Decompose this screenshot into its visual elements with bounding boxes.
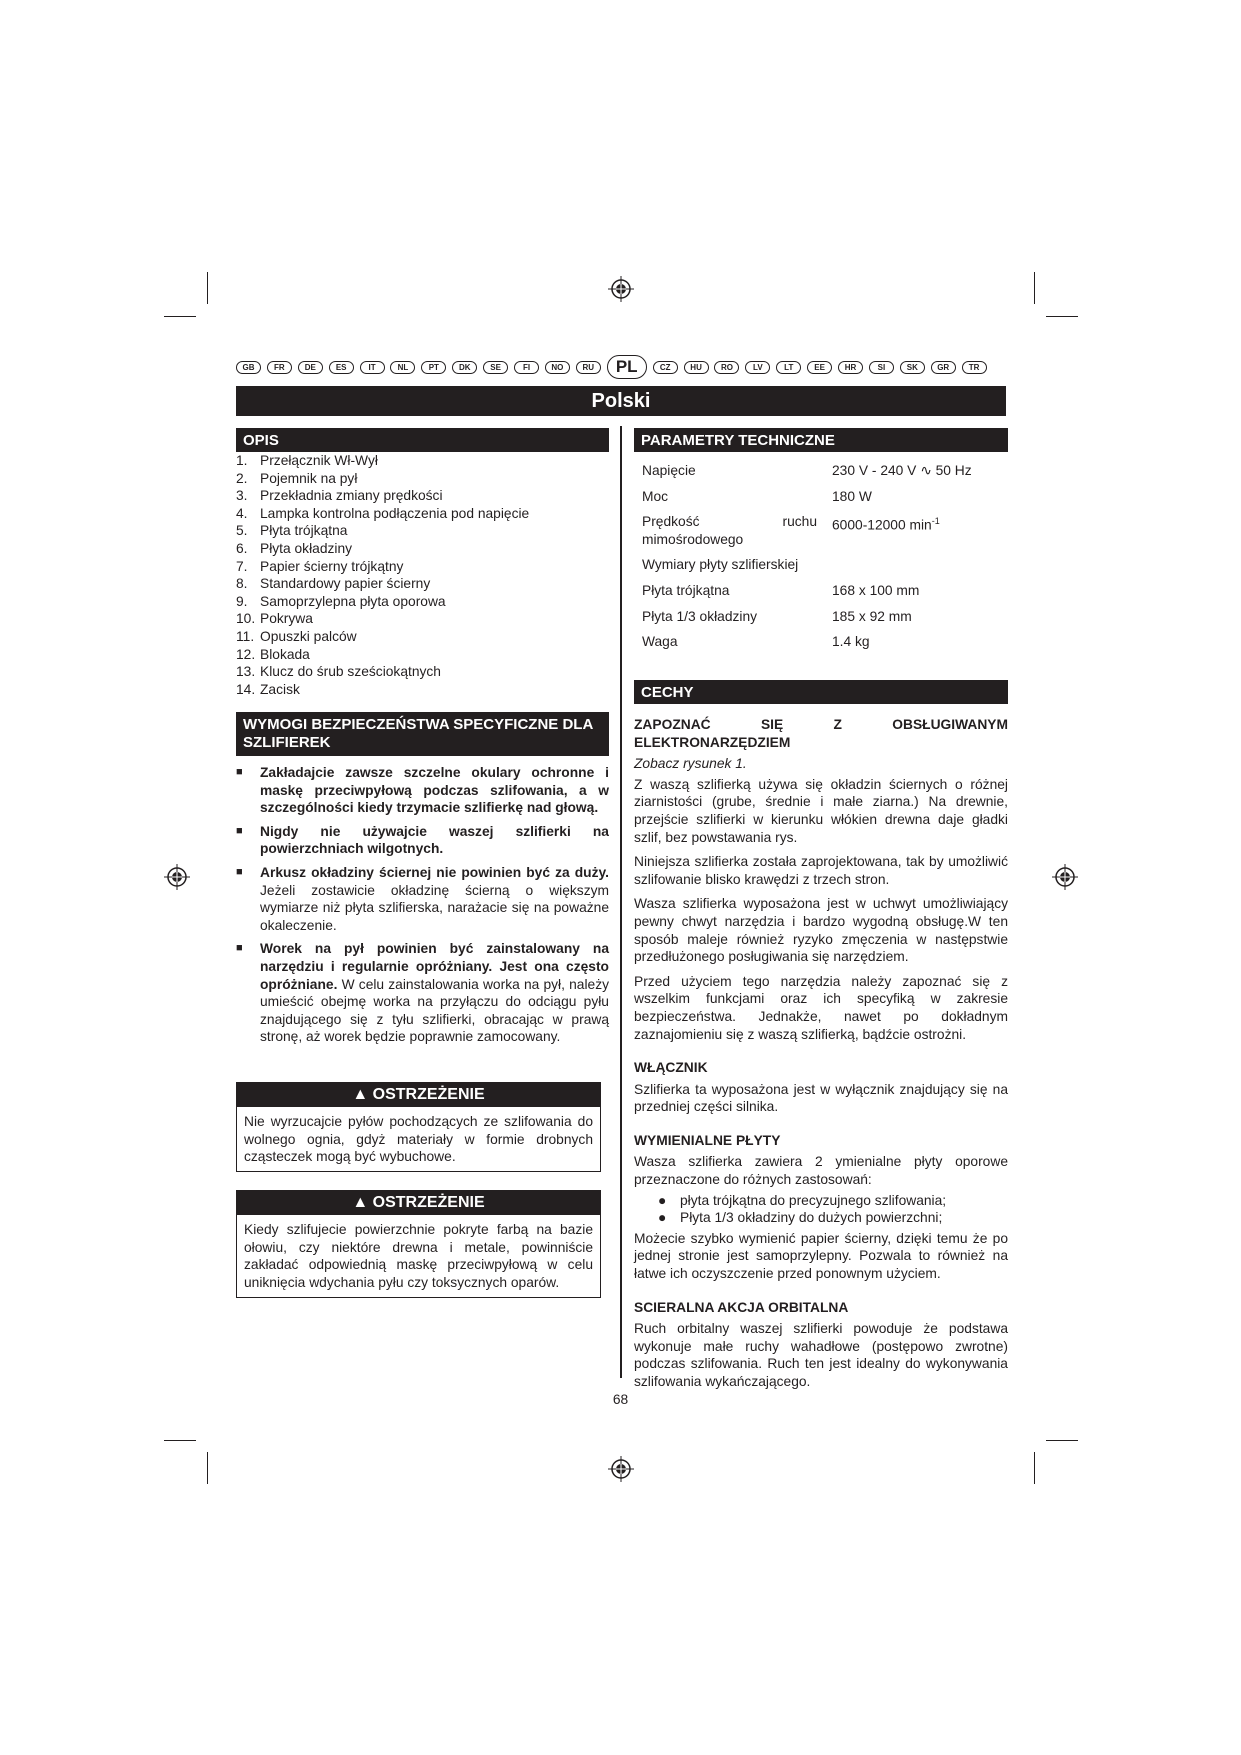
item-label: Zacisk (260, 681, 300, 697)
item-number: 3. (236, 488, 248, 504)
crop-mark (1034, 1452, 1035, 1484)
item-number: 2. (236, 470, 248, 486)
bullet-square-icon: ■ (236, 865, 243, 878)
param-value-text: 1.4 kg (832, 634, 870, 650)
list-item (236, 452, 609, 470)
body-text: Jeżeli zostawicie okładzinę ścierną o większym wymiarze niż płyta szlifierska, narażacie się na poważne okaleczenie. (260, 882, 609, 933)
item-number: 5. (236, 523, 248, 539)
param-label: Napięcie (642, 463, 696, 478)
param-superscript: -1 (931, 516, 940, 527)
list-item (236, 663, 609, 681)
param-row (642, 608, 1008, 626)
item-label: Opuszki palców (260, 628, 357, 644)
item-label: Blokada (260, 646, 310, 662)
list-item: ● Płyta 1/3 okładziny do dużych powierzchni; (658, 1210, 943, 1226)
list-item (236, 593, 609, 611)
safety-item (236, 823, 609, 858)
crop-mark (1034, 272, 1035, 304)
item-number: 13. (236, 664, 256, 680)
subheading: WYMIENIALNE PŁYTY (634, 1132, 781, 1148)
list-item: ● płyta trójkątna do precyzujnego szlifowania; (658, 1192, 947, 1208)
crop-mark (207, 1452, 208, 1484)
language-pl[interactable]: PL (607, 355, 647, 379)
item-label: Standardowy papier ścierny (260, 576, 431, 592)
list-item (236, 610, 609, 628)
item-label: Przełącznik Wł-Wył (260, 453, 378, 468)
list-item (236, 540, 609, 558)
bold-text: Zakładajcie zawsze szczelne okulary ochronne i maskę przeciwpyłową podczas szlifowania, a w szczególności kiedy trzymacie szlifierkę nad głową. (260, 765, 609, 816)
list-item (236, 470, 609, 488)
item-number: 7. (236, 558, 248, 574)
param-value (832, 582, 919, 600)
warning-box (236, 1190, 601, 1298)
params-table (642, 452, 1008, 651)
paragraph: Przed użyciem tego narzędzia należy zapoznać się z wszelkim funkcjami oraz ich specyfiką w zakresie bezpieczeństwa. Jednakże, nawet po dokładnym zaznajomieniu się z waszą szlifierką, bądźcie ostrożni. (634, 973, 1008, 1042)
registration-mark-icon (608, 1456, 634, 1482)
param-label: Płyta trójkątna (642, 582, 730, 598)
param-value (832, 513, 940, 548)
crop-mark (1046, 1440, 1078, 1441)
page-title: Polski (236, 386, 1006, 416)
param-row (642, 462, 1008, 480)
language-nl[interactable]: NL (390, 361, 415, 374)
subheading: WŁĄCZNIK (634, 1060, 708, 1076)
figure-reference: Zobacz rysunek 1. (634, 756, 747, 772)
opis-list (236, 452, 609, 698)
paragraph: Niniejsza szlifierka została zaprojektowana, tak by umożliwić szlifowanie blisko krawędzi z trzech stron. (634, 854, 1008, 887)
language-ru[interactable]: RU (576, 361, 601, 374)
language-gb[interactable]: GB (236, 361, 261, 374)
warning-text: Nie wyrzucajcie pyłów pochodzących ze szlifowania do wolnego ognia, gdyż materiały w formie drobnych cząsteczek mogą być wybuchowe. (244, 1114, 593, 1165)
section-heading-cechy: CECHY (634, 680, 1008, 704)
warning-icon: ▲ (352, 1086, 369, 1103)
language-ee[interactable]: EE (807, 361, 832, 374)
bullet-square-icon: ■ (236, 766, 243, 778)
param-label: Prędkość ruchu mimośrodowego (642, 514, 817, 547)
param-value-text: 168 x 100 mm (832, 582, 920, 598)
param-row (642, 513, 1008, 548)
item-label: Przekładnia zmiany prędkości (260, 488, 443, 504)
bullet-square-icon: ■ (236, 942, 243, 955)
list-item (236, 505, 609, 523)
list-item (236, 575, 609, 593)
warning-header (237, 1191, 600, 1215)
language-no[interactable]: NO (545, 361, 570, 374)
bullet-square-icon: ■ (236, 824, 243, 837)
warning-header (237, 1083, 600, 1107)
section-heading-opis: OPIS (236, 428, 609, 452)
language-ro[interactable]: RO (714, 361, 739, 374)
list-item (236, 522, 609, 540)
language-fr[interactable]: FR (267, 361, 292, 374)
paragraph: Z waszą szlifierką używa się okładzin ściernych o różnej ziarnistości (grube, średnie i małe ziarna.) Na drewnie, przejście szlifierki w kierunku włókien drewna daje gładki szlif, bez powstawania rys. (634, 776, 1008, 845)
param-value (832, 633, 870, 651)
registration-mark-icon (608, 276, 634, 302)
item-number: 10. (236, 611, 256, 627)
crop-mark (1046, 316, 1078, 317)
crop-mark (207, 272, 208, 304)
paragraph: Szlifierka ta wyposażona jest w wyłącznik znajdujący się na przedniej części silnika. (634, 1081, 1008, 1115)
warning-label: OSTRZEŻENIE (372, 1194, 485, 1211)
paragraph: Wasza szlifierka zawiera 2 ymienialne płyty oporowe przeznaczone do różnych zastosowań: (634, 1154, 1008, 1188)
item-number: 14. (236, 681, 256, 697)
item-label: Klucz do śrub sześciokątnych (260, 664, 441, 680)
language-lt[interactable]: LT (776, 361, 801, 374)
language-es[interactable]: ES (329, 361, 354, 374)
section-heading-safety: WYMOGI BEZPIECZEŃSTWA SPECYFICZNE DLA SZLIFIEREK (236, 712, 609, 756)
language-gr[interactable]: GR (931, 361, 956, 374)
item-label: Pokrywa (260, 611, 313, 627)
paragraph: Ruch orbitalny waszej szlifierki powoduje że podstawa wykonuje małe ruchy wahadłowe (postępowo zwrotne) podczas szlifowania. Ruch ten jest idealny do wykonywania szlifowania wykańczającego. (634, 1321, 1008, 1389)
warning-label: OSTRZEŻENIE (372, 1086, 485, 1103)
bullet-list (634, 1192, 1008, 1227)
crop-mark (164, 1440, 196, 1441)
page-number: 68 (612, 1392, 629, 1407)
language-it[interactable]: IT (360, 361, 385, 374)
item-label: Płyta trójkątna (260, 523, 348, 539)
item-label: Samoprzylepna płyta oporowa (260, 593, 446, 609)
param-row (642, 488, 1008, 506)
language-de[interactable]: DE (298, 361, 323, 374)
item-number: 4. (236, 505, 248, 521)
safety-item (236, 764, 609, 817)
param-row (642, 582, 1008, 600)
param-value-text: 180 W (832, 488, 872, 504)
language-si[interactable]: SI (869, 361, 894, 374)
paragraph: Wasza szlifierka wyposażona jest w uchwyt umożliwiający pewny chwyt narzędzia i bardzo wygodną obsługę.W ten sposób maleje również ryzyko zmęczenia w następstwie przedłużonego posługiwania się narzędziem. (634, 896, 1008, 965)
param-row (642, 633, 1008, 651)
warning-icon: ▲ (352, 1194, 369, 1211)
language-cz[interactable]: CZ (653, 361, 678, 374)
language-se[interactable]: SE (483, 361, 508, 374)
paragraph: Możecie szybko wymienić papier ścierny, dzięki temu że po jednej stronie jest samoprzylepny. Pozwala to również na łatwe ich oczyszczenie przed ponownym użyciem. (634, 1230, 1008, 1282)
item-number: 11. (236, 628, 255, 644)
param-label: Wymiary płyty szlifierskiej (642, 557, 799, 573)
list-item (236, 646, 609, 664)
item-number: 6. (236, 540, 248, 556)
list-item (236, 681, 609, 699)
param-label: Waga (642, 634, 678, 650)
language-hu[interactable]: HU (684, 361, 709, 374)
language-tr[interactable]: TR (962, 361, 987, 374)
param-value-text: 230 V - 240 V ∿ 50 Hz (832, 463, 972, 478)
subheading: SCIERALNA AKCJA ORBITALNA (634, 1299, 849, 1315)
item-number: 12. (236, 646, 256, 662)
param-value-text: 6000-12000 min (832, 517, 932, 533)
list-item (236, 558, 609, 576)
item-label: Płyta okładziny (260, 540, 353, 556)
item-label: Papier ścierny trójkątny (260, 558, 404, 574)
item-label: Pojemnik na pył (260, 470, 358, 486)
list-item (236, 487, 609, 505)
warning-text: Kiedy szlifujecie powierzchnie pokryte farbą na bazie ołowiu, czy niektóre drewna i metale, powinniście zakładać odpowiednią maskę przeciwpyłową w celu uniknięcia wdychania pyłu czy toksycznych oparów. (244, 1222, 593, 1290)
cechy-content (634, 716, 1008, 1398)
item-number: 9. (236, 593, 248, 609)
language-sk[interactable]: SK (900, 361, 925, 374)
item-label: Lampka kontrolna podłączenia pod napięcie (260, 505, 530, 521)
item-number: 8. (236, 576, 248, 592)
param-value (832, 462, 972, 480)
param-row (642, 556, 1008, 574)
bold-text: Arkusz okładziny ściernej nie powinien być za duży. (260, 864, 609, 880)
language-pt[interactable]: PT (421, 361, 446, 374)
safety-list (236, 764, 609, 1052)
subheading: ZAPOZNAĆ SIĘ Z OBSŁUGIWANYM ELEKTRONARZĘDZIEM (634, 717, 1008, 750)
param-value (832, 608, 912, 626)
body-text: W celu zainstalowania worka na pył, należy umieścić obejmę worka na przyłączu do odciągu pyłu znajdującego się z tyłu szlifierki, obracając w prawą stronę, aż worek będzie poprawnie zamocowany. (260, 976, 609, 1045)
language-dk[interactable]: DK (452, 361, 477, 374)
param-label: Moc (642, 488, 669, 504)
crop-mark (164, 316, 196, 317)
language-fi[interactable]: FI (514, 361, 539, 374)
param-label: Płyta 1/3 okładziny (642, 608, 758, 624)
section-heading-params: PARAMETRY TECHNICZNE (634, 428, 1008, 452)
warning-box (236, 1082, 601, 1172)
language-hr[interactable]: HR (838, 361, 863, 374)
list-item (236, 628, 609, 646)
bold-text: Worek na pył powinien być zainstalowany na narzędziu i regularnie opróżniany. Jest ona często opróżniane. (260, 941, 609, 992)
param-value (832, 488, 872, 506)
column-divider (620, 426, 622, 1378)
bold-text: Nigdy nie używajcie waszej szlifierki na powierzchniach wilgotnych. (260, 823, 609, 857)
safety-item (236, 864, 609, 934)
item-number: 1. (236, 453, 248, 468)
language-bar (236, 354, 1006, 380)
language-lv[interactable]: LV (745, 361, 770, 374)
safety-item (236, 940, 609, 1046)
param-value-text: 185 x 92 mm (832, 608, 912, 624)
registration-mark-icon (1052, 864, 1078, 890)
registration-mark-icon (164, 864, 190, 890)
